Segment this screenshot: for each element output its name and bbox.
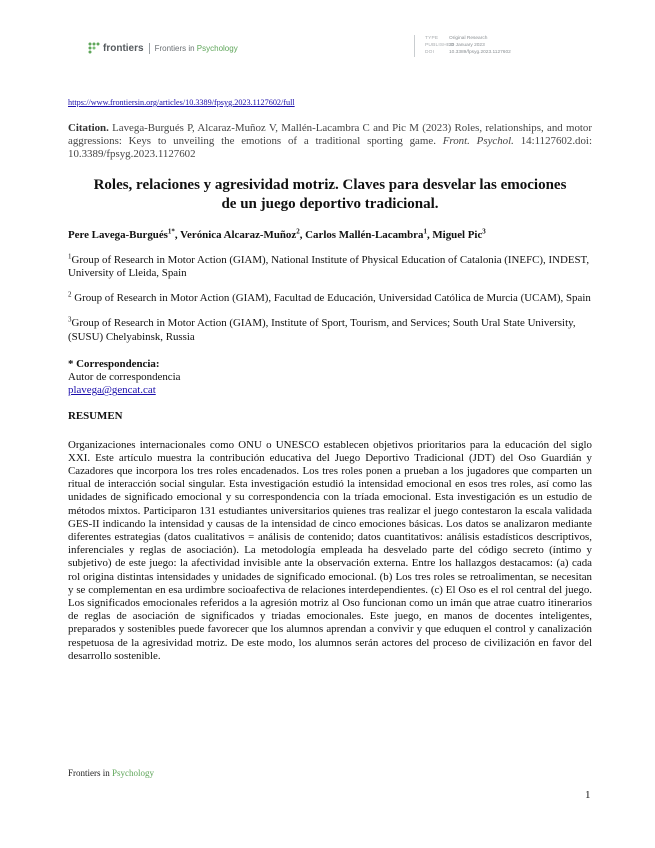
author-name: Verónica Alcaraz-Muñoz xyxy=(180,228,297,241)
article-content xyxy=(68,122,592,663)
abstract-body: Organizaciones internacionales como ONU o UNESCO establecen objetivos prioritarios para la educación del siglo XXI. Este artículo muestra la contribución educativa del Juego Deportivo Tradicional (JDT) del Oso Guardián y Cazadores que incorpora los tres roles encadenados. Los tres roles ponen a prueban a los jugadores que comparten un ritual de interacción social singular. Esta investigación estudió la intensidad emocional en esos tres roles, así como las unidades de significado emocional y su correspondencia con la tríada emocional. Esta investigación es un estudio de métodos mixtos. Participaron 131 estudiantes universitarios quienes tras realizar el juego contestaron la escala validada GES-II indicando la intensidad y causas de la intensidad de cinco emociones básicas. Los datos se analizaron mediante diferentes estrategias (datos cualitativos = análisis de contenido; datos cuantitativos: análisis estadísticos descriptivos, inferenciales y reglas de asociación). La metodología empleada ha desvelado parte del código secreto (íntimo y subjetivo) de este juego: la afectividad invisible ante la observación externa. Entre los hallazgos destacamos: (a) cada rol origina distintas intensidades y unidades de significado emocional. (b) Los tres roles se retroalimentan, se necesitan y se complementan en esa urdimbre socioafectiva de relaciones interdependientes. (c) El Oso es el rol central del juego. Los significados emocionales referidos a la agresión motriz al Oso funcionan como un imán que atrae cuatro itinerarios de reglas de asociación de significados y triadas emocionales. Este juego, en manos de docentes inteligentes, preparados y sostenibles puede favorecer que los alumnos aprendan a convivir y que eduquen el control y canalización respetuosa de la agresividad motriz. De este modo, los alumnos serán actores del proceso de civilización en favor del desarrollo sostenible. xyxy=(68,438,592,662)
frontiers-brand[interactable] xyxy=(88,42,238,54)
journal-field: Psychology xyxy=(196,43,238,53)
affiliation-2: $^2$ Group of Research in Motor Action (GIAM), Facultad de Educación, Universidad Católica de Murcia (UCAM), Spain xyxy=(68,290,591,305)
page-header xyxy=(0,0,655,90)
meta-type: TYPE Original Research xyxy=(425,36,488,41)
page-footer: Frontiers in Psychology xyxy=(68,768,155,778)
citation-journal: Front. Psychol. xyxy=(442,135,514,148)
article-url-link[interactable]: https://www.frontiersin.org/articles/10.3389/fpsyg.2023.1127602/full xyxy=(68,98,295,107)
frontiers-dots-icon xyxy=(88,42,100,54)
author-name: Miguel Pic xyxy=(432,228,483,241)
citation-label: Citation. xyxy=(68,122,109,134)
correspondence-heading: * Correspondencia: xyxy=(68,357,160,370)
correspondence-email-link[interactable]: plavega@gencat.cat xyxy=(68,384,156,397)
article-meta xyxy=(414,35,511,57)
meta-doi: DOI 10.3389/fpsyg.2023.1127602 xyxy=(425,50,511,56)
correspondence-label: Autor de correspondencia xyxy=(68,371,181,384)
affiliation-3: $^3$Group of Research in Motor Action (GIAM), Institute of Sport, Tourism, and Services; South Ural State University, (SUSU) Chelyabinsk, Russia xyxy=(68,315,576,343)
article-title: Roles, relaciones y agresividad motriz. Claves para desvelar las emociones de un juego deportivo tradicional. xyxy=(93,176,567,212)
meta-published: PUBLISHED30 January 2023 xyxy=(425,43,485,49)
journal-prefix: Frontiers in xyxy=(154,43,197,53)
brand-name: frontiers xyxy=(103,42,144,54)
page-number: 1 xyxy=(585,789,591,801)
affiliation-1: $^1$Group of Research in Motor Action (GIAM), National Institute of Physical Education of Catalonia (INEFC), INDEST, University of Lleida, Spain xyxy=(68,252,590,280)
author-name: Carlos Mallén-Lacambra xyxy=(305,228,424,241)
brand-divider xyxy=(149,43,150,54)
author-list: Pere Lavega-Burgués$^{1*}$, Verónica Alcaraz-Muñoz$^2$, Carlos Mallén-Lacambra$^1$, Miguel Pic$^3$ xyxy=(68,226,486,241)
citation: Citation. Lavega-Burgués P, Alcaraz-Muñoz V, Mallén-Lacambra C and Pic M (2023) Roles, relationships, and motor aggressions: Keys to unveiling the emotions of a traditional sporting game. Front. Psychol. 14:1127602.doi: 10.3389/fpsyg.2023.1127602 xyxy=(68,122,592,161)
abstract-heading: RESUMEN xyxy=(68,410,123,423)
journal-name xyxy=(155,44,238,53)
author-name: Pere Lavega-Burgués xyxy=(68,228,168,241)
